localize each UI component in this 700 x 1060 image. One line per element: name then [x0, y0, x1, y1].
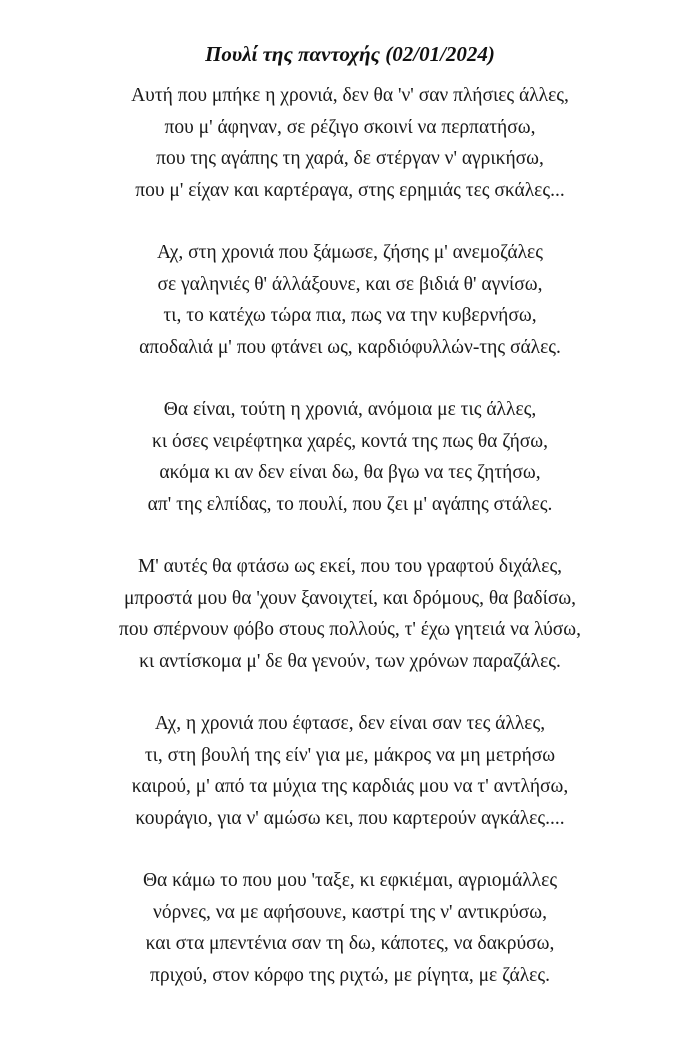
poem-line: Αχ, η χρονιά που έφτασε, δεν είναι σαν τες άλλες,: [154, 713, 546, 734]
stanza-1: [0, 80, 700, 206]
poem-line: τι, το κατέχω τώρα πια, πως να την κυβερνήσω,: [163, 305, 537, 326]
poem-line: που της αγάπης τη χαρά, δε στέργαν ν' αγρικήσω,: [156, 148, 544, 169]
poem-line: κι όσες νειρέφτηκα χαρές, κοντά της πως θα ζήσω,: [152, 430, 548, 452]
poem-line: Θα είναι, τούτη η χρονιά, ανόμοια με τις άλλες,: [163, 399, 537, 420]
poem-line: κι αντίσκομα μ' δε θα γενούν, των χρόνων παραζάλες.: [139, 650, 561, 672]
stanza-5: [0, 708, 700, 834]
poem-line: που σπέρνουν φόβο στους πολλούς, τ' έχω γητειά να λύσω,: [118, 619, 581, 640]
poem-line: πριχού, στον κόρφο της ριχτώ, με ρίγητα, με ζάλες.: [150, 964, 550, 986]
poem-line: κουράγιο, για ν' αμώσω κει, που καρτερούν αγκάλες....: [135, 807, 565, 829]
poem-title: Πουλί της παντοχής (02/01/2024): [205, 42, 495, 66]
poem-line: καιρού, μ' από τα μύχια της καρδιάς μου να τ' αντλήσω,: [131, 776, 569, 797]
poem-line: που μ' άφηναν, σε ρέζιγο σκοινί να περπατήσω,: [164, 116, 536, 138]
stanza-3: [0, 394, 700, 520]
poem-line: και στα μπεντένια σαν τη δω, κάποτες, να δακρύσω,: [145, 933, 555, 954]
poem-line: Μ' αυτές θα φτάσω ως εκεί, που του γραφτού διχάλες,: [137, 556, 563, 577]
poem-line: μπροστά μου θα 'χουν ξανοιχτεί, και δρόμους, θα βαδίσω,: [123, 587, 577, 609]
poem-line: Αχ, στη χρονιά που ξάμωσε, ζήσης μ' ανεμοζάλες: [157, 242, 543, 263]
poem-line: Αυτή που μπήκε η χρονιά, δεν θα 'ν' σαν πλήσιες άλλες,: [131, 85, 569, 106]
poem-line: νόρνες, να με αφήσουνε, καστρί της ν' αντικρύσω,: [153, 901, 547, 923]
stanza-6: [0, 865, 700, 991]
poem-line: Θα κάμω το που μου 'ταξε, κι εφκιέμαι, αγριομάλλες: [142, 870, 558, 891]
poem-line: σε γαληνιές θ' άλλάξουνε, και σε βιδιά θ' αγνίσω,: [157, 273, 543, 295]
poem-line: απ' της ελπίδας, το πουλί, που ζει μ' αγάπης στάλες.: [147, 493, 553, 515]
poem-line: ακόμα κι αν δεν είναι δω, θα βγω να τες ζητήσω,: [159, 462, 541, 483]
poem-line: αποδαλιά μ' που φτάνει ως, καρδιόφυλλών-της σάλες.: [139, 336, 561, 358]
poem-line: που μ' είχαν και καρτέραγα, στης ερημιάς τες σκάλες...: [135, 179, 565, 201]
stanza-4: [0, 551, 700, 677]
stanza-2: [0, 237, 700, 363]
poem-line: τι, στη βουλή της είν' για με, μάκρος να μη μετρήσω: [144, 744, 556, 766]
